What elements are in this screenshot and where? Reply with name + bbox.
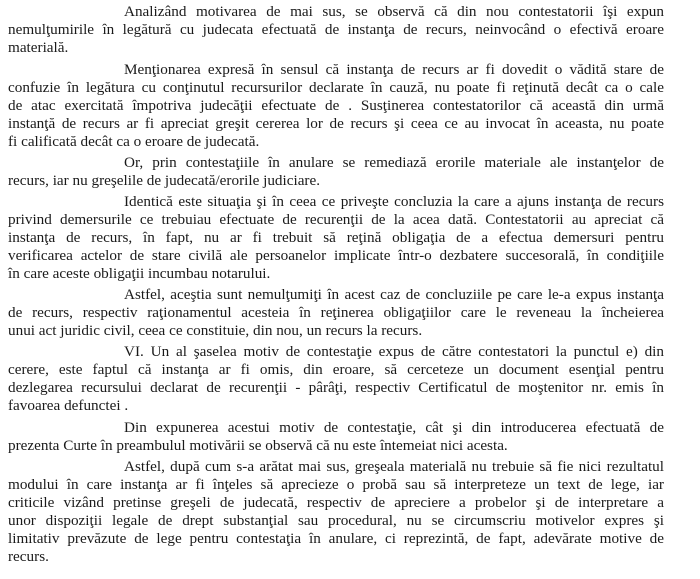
text-line: Din expunerea acestui motiv de contestaţie, cât şi din introducerea efectuată de bbox=[124, 419, 664, 436]
text-line: Menţionarea expresă în sensul că instanţa de recurs ar fi dovedit o vădită stare de bbox=[124, 61, 664, 78]
text-line: criticile vizând pretinse greşeli de judecată, respectiv de apreciere a probelor şi de interpretare a bbox=[8, 494, 664, 511]
text-line: prezenta Curte în preambulul motivării se observă că nu este întemeiat nici acesta. bbox=[8, 437, 508, 454]
text-line: recurs, iar nu greşelile de judecată/erorile judiciare. bbox=[8, 172, 321, 189]
text-line: unor dispoziţii legale de drept substanţial sau procedural, nu se circumscriu motivelor expres şi bbox=[8, 512, 664, 529]
text-line: dezlegarea recursului declarat de recurenţii - pârâţi, respectiv Certificatul de moştenitor nr. emis în bbox=[8, 379, 664, 396]
text-line: modului în care instanţa ar fi înţeles să aprecieze o probă sau să interpreteze un text de lege, iar bbox=[8, 476, 664, 493]
text-line: în care aceste obligaţii incumbau notarului. bbox=[8, 265, 271, 282]
text-line: Identică este situaţia şi în ceea ce priveşte concluzia la care a ajuns instanţa de recurs bbox=[124, 193, 664, 210]
text-line: verificarea actelor de stare civilă ale persoanelor implicate într-o dezbatere succesorală, în condiţiile bbox=[8, 247, 664, 264]
text-line: fi calificată decât ca o eroare de judecată. bbox=[8, 133, 260, 150]
text-line: VI. Un al şaselea motiv de contestaţie expus de către contestatori la punctul e) din bbox=[124, 343, 664, 360]
text-line: instanţă de recurs ar fi apreciat greşit cererea lor de recurs şi ceea ce au invocat în aceasta, nu poate bbox=[8, 115, 664, 132]
text-line: nemulţumirile în legătură cu judecata efectuată de instanţa de recurs, neinvocând o efectivă eroare bbox=[8, 21, 664, 38]
text-line: Astfel, după cum s-a arătat mai sus, greşeala materială nu trebuie să fie nici rezultatul bbox=[124, 458, 664, 475]
text-line: privind demersurile ce trebuiau efectuate de recurenţii de la acea dată. Contestatorii au apreciat că bbox=[8, 211, 664, 228]
text-line: recurs. bbox=[8, 548, 49, 565]
text-line: unui act juridic civil, ceea ce constituie, din nou, un recurs la recurs. bbox=[8, 322, 423, 339]
text-line: confuzie în legătura cu conţinutul recursurilor declarate în cauză, nu poate fi reţinută decât ca o cale bbox=[8, 79, 664, 96]
text-line: cerere, este faptul că instanţa ar fi omis, din eroare, să cerceteze un document esenţial pentru bbox=[8, 361, 664, 378]
text-line: favoarea defunctei . bbox=[8, 397, 129, 414]
text-line: de atac exercitată împotriva judecăţii efectuate de . Susţinerea contestatorilor că această din urmă bbox=[8, 97, 664, 114]
text-line: de recurs, respectiv raţionamentul acesteia în reţinerea obligaţiilor care le reveneau la încheierea bbox=[8, 304, 664, 321]
text-line: instanţa de recurs, în fapt, nu ar fi trebuit să reţină obligaţia de a efectua demersuri pentru bbox=[8, 229, 664, 246]
text-line: Astfel, aceştia sunt nemulţumiţi în acest caz de concluziile pe care le-a expus instanţa bbox=[124, 286, 664, 303]
text-line: limitativ prevăzute de lege pentru contestaţia în anulare, ci reprezintă, de fapt, adevărate motive de bbox=[8, 530, 664, 547]
text-line: Analizând motivarea de mai sus, se observă că din nou contestatorii îşi expun bbox=[124, 3, 664, 20]
text-line: materială. bbox=[8, 39, 69, 56]
text-line: Or, prin contestaţiile în anulare se remediază erorile materiale ale instanţelor de bbox=[124, 154, 664, 171]
